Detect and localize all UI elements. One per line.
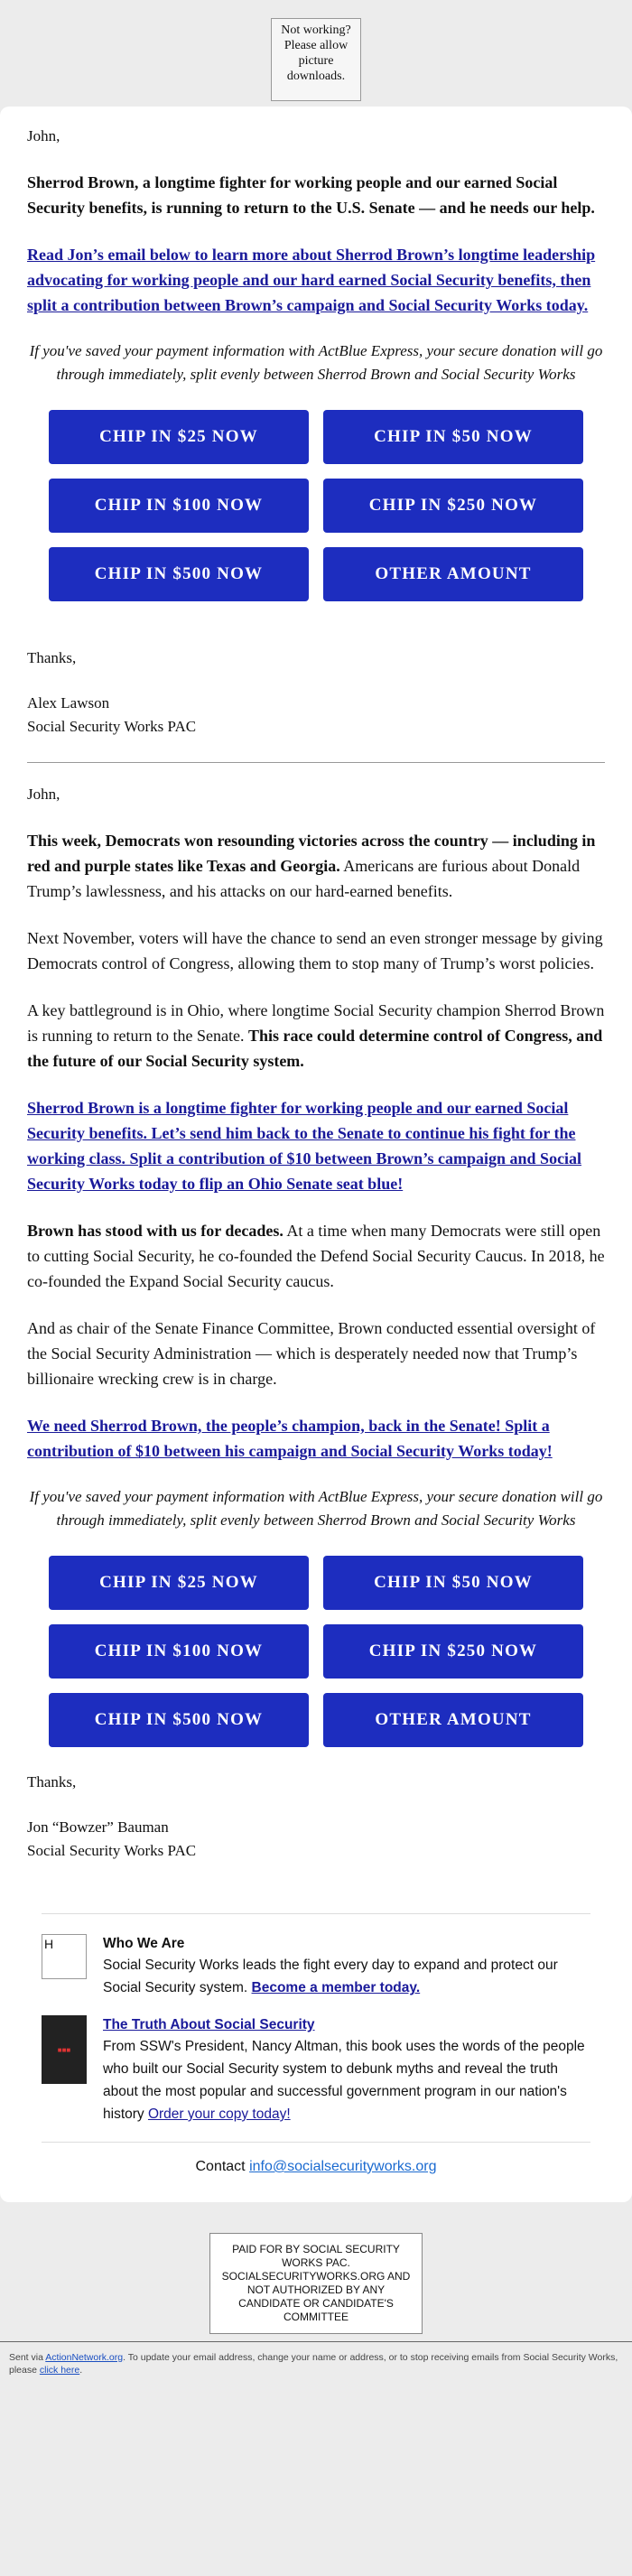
signature-name: Alex Lawson [27,694,110,711]
read-email-link[interactable]: Read Jon’s email below to learn more about Sherrod Brown’s longtime leadership advocating for working people and our hard earned Social Security benefits, then split a contribution between Brown’s campaign and Social Security Works today. [27,246,596,314]
book-text: From SSW's President, Nancy Altman, this book uses the words of the people who built our Social Security system to debunk myths and reveal the truth about the most popular and successful government program in our nation's history Order your copy today! [103,2039,585,2122]
signature-name-2: Jon “Bowzer” Bauman [27,1818,169,1836]
contact-divider [42,2142,590,2143]
chip-in-25-button[interactable]: CHIP IN $25 NOW [49,1556,309,1610]
intro-link-paragraph [27,242,605,318]
signature-org-2: Social Security Works PAC [27,1842,197,1859]
chip-in-50-button[interactable]: CHIP IN $50 NOW [323,1556,583,1610]
donation-buttons [27,410,605,601]
divider [27,762,605,763]
actionnetwork-link[interactable]: ActionNetwork.org [45,2352,124,2363]
chip-in-250-button[interactable]: CHIP IN $250 NOW [323,479,583,533]
thanks-2: Thanks, [27,1773,77,1790]
paid-for-disclaimer: PAID FOR BY SOCIAL SECURITY WORKS PAC. SOCIALSECURITYWORKS.ORG AND NOT AUTHORIZED BY ANY CANDIDATE OR CANDIDATE'S COMMITTEE [209,2233,423,2334]
who-we-are-row [42,1934,590,1999]
chip-in-50-button[interactable]: CHIP IN $50 NOW [323,410,583,464]
chip-in-100-button[interactable]: CHIP IN $100 NOW [49,479,309,533]
chip-in-500-button[interactable]: CHIP IN $500 NOW [49,547,309,601]
org-logo-placeholder: H [42,1934,87,1979]
other-amount-button[interactable]: OTHER AMOUNT [323,547,583,601]
paragraph-november: Next November, voters will have the chance to send an even stronger message by giving Democrats control of Congress, allowing them to stop many of Trump’s worst policies. [27,929,603,972]
other-amount-button[interactable]: OTHER AMOUNT [323,1693,583,1747]
order-copy-link[interactable]: Order your copy today! [147,2106,291,2122]
chip-in-500-button[interactable]: CHIP IN $500 NOW [49,1693,309,1747]
paragraph-link-1 [27,1095,605,1196]
bottom-notice: Sent via ActionNetwork.org. To update your email address, change your name or address, or to stop receiving emails from Social Security Works, please click here. [0,2341,632,2385]
unsubscribe-link[interactable]: click here [39,2365,80,2376]
contribute-link-2[interactable]: We need Sherrod Brown, the people’s champion, back in the Senate! Split a contribution of $10 between his campaign and Social Security Works today! [27,1417,553,1460]
who-we-are-text: Social Security Works leads the fight every day to expand and protect our Social Security system. Become a member today. [103,1958,558,1995]
become-member-link[interactable]: Become a member today. [251,1980,421,1995]
lead-paragraph: Sherrod Brown, a longtime fighter for working people and our earned Social Security benefits, is running to return to the U.S. Senate — and he needs our help. [27,173,595,217]
footer-info [27,1934,605,2125]
contact-email-link[interactable]: info@socialsecurityworks.org [249,2159,437,2174]
donation-buttons-2 [27,1556,605,1747]
paragraph-ohio: A key battleground is in Ohio, where longtime Social Security champion Sherrod Brown is running to return to the Senate. This race could determine control of Congress, and the future of our Social Security system. [27,1001,605,1070]
paragraph-finance: And as chair of the Senate Finance Committee, Brown conducted essential oversight of the Social Security Administration — which is desperately needed now that Trump’s billionaire wrecking crew is in charge. [27,1319,596,1388]
who-we-are-title: Who We Are [103,1936,185,1951]
email-card [0,107,632,2202]
actblue-note-2: If you've saved your payment information with ActBlue Express, your secure donation will go through immediately, split evenly between Sherrod Brown and Social Security Works [29,1488,603,1529]
signature-org: Social Security Works PAC [27,718,197,735]
logo-area [0,0,632,107]
footer-divider [42,1913,590,1914]
book-title-link[interactable]: The Truth About Social Security [103,2017,315,2032]
paragraph-link-2 [27,1413,605,1464]
paragraph-victories: This week, Democrats won resounding victories across the country — including in red and purple states like Texas and Georgia. Americans are furious about Donald Trump’s lawlessness, and his attacks on our hard-earned benefits. [27,832,596,900]
thanks: Thanks, [27,649,77,666]
paragraph-decades: Brown has stood with us for decades. At a time when many Democrats were still open to cutting Social Security, he co-founded the Defend Social Security Caucus. In 2018, he co-founded the Expand Social Security caucus. [27,1222,605,1290]
chip-in-25-button[interactable]: CHIP IN $25 NOW [49,410,309,464]
book-cover-image[interactable]: ■■■ [42,2015,87,2084]
book-row [42,2015,590,2125]
chip-in-100-button[interactable]: CHIP IN $100 NOW [49,1624,309,1679]
chip-in-250-button[interactable]: CHIP IN $250 NOW [323,1624,583,1679]
greeting: John, [27,127,60,144]
contact-line: Contact info@socialsecurityworks.org [195,2159,437,2174]
actblue-note: If you've saved your payment information with ActBlue Express, your secure donation will go through immediately, split evenly between Sherrod Brown and Social Security Works [29,342,603,383]
logo-image-placeholder: Not working? Please allow picture downloads. [271,18,361,101]
greeting-2: John, [27,786,60,803]
contribute-link-1[interactable]: Sherrod Brown is a longtime fighter for working people and our earned Social Security benefits. Let’s send him back to the Senate to continue his fight for the working class. Split a contribution of $10 between Brown’s campaign and Social Security Works today to flip an Ohio Senate seat blue! [27,1099,582,1193]
